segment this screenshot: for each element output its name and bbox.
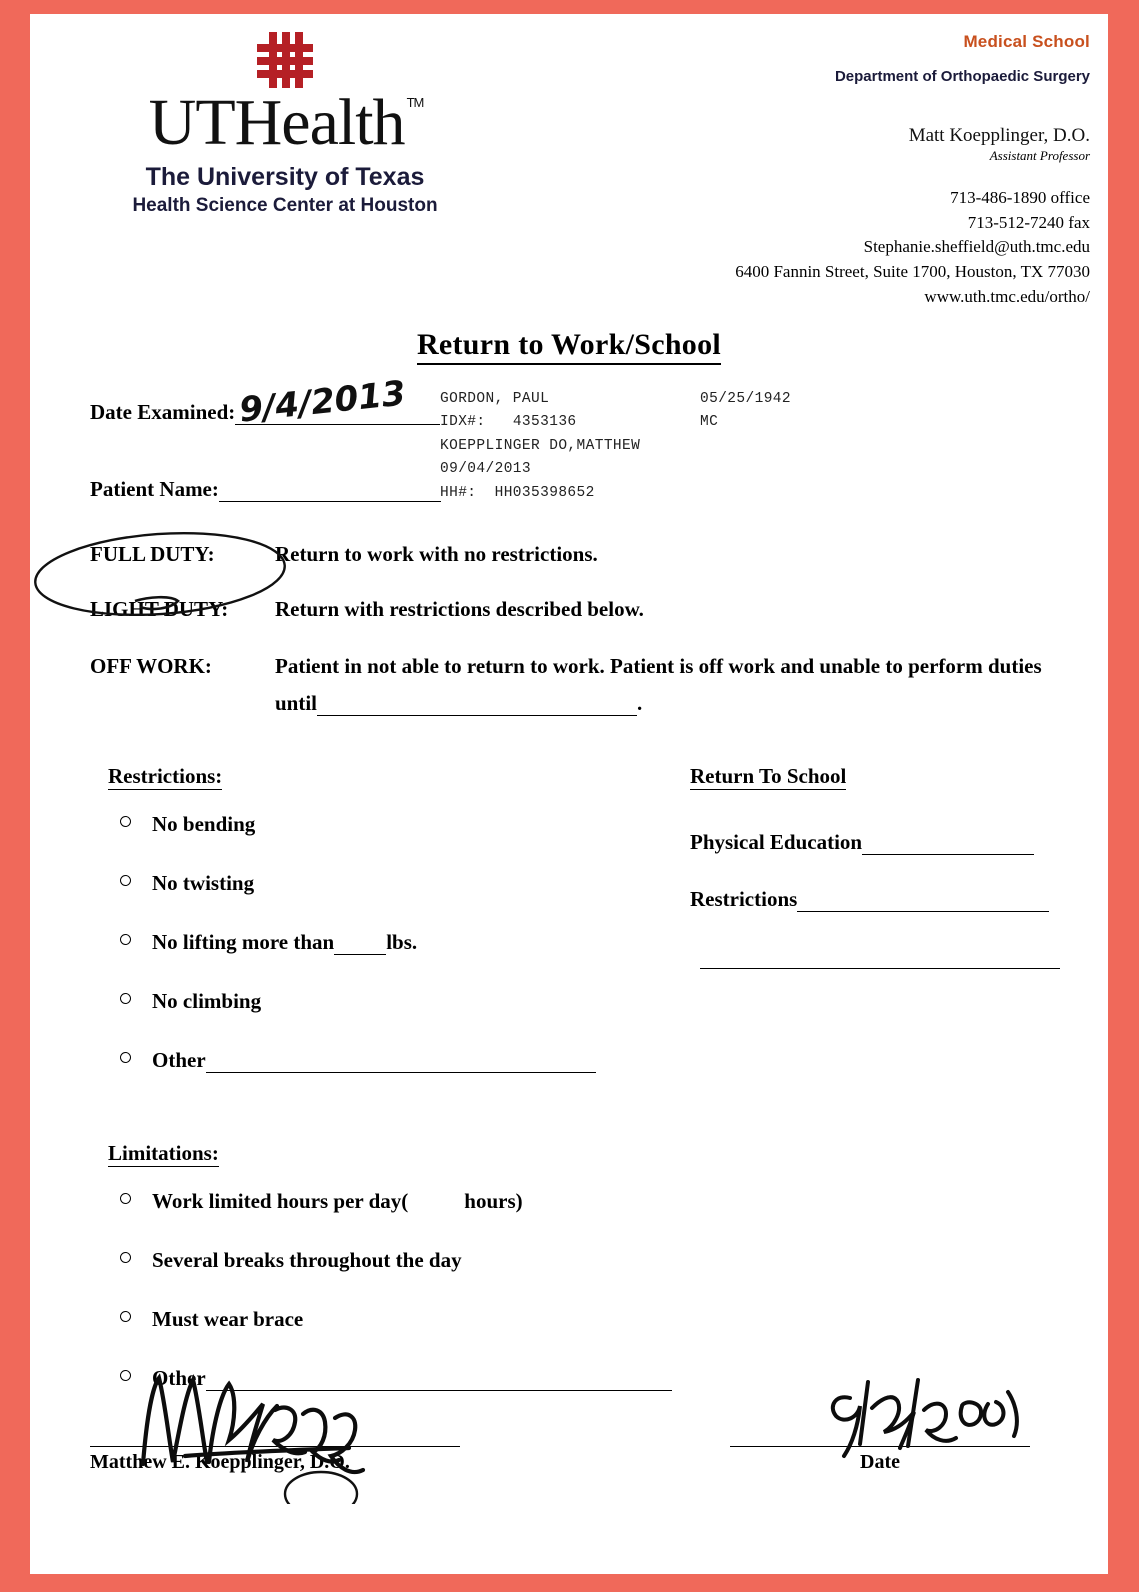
provider-signature-caption: Matthew E. Koepplinger, D.O.	[90, 1451, 350, 1473]
sticker-date: 09/04/2013	[440, 461, 532, 478]
provider-signature-block	[90, 1446, 460, 1474]
light-duty-text: Return with restrictions described below.	[275, 597, 644, 621]
date-examined-field[interactable]	[235, 373, 440, 431]
return-to-school-heading: Return To School	[690, 764, 847, 788]
sticker-provider: KOEPPLINGER DO,MATTHEW	[440, 437, 641, 454]
restrictions-list	[90, 812, 650, 1073]
bullet-circle-icon	[120, 1311, 131, 1322]
until-period: .	[637, 691, 643, 715]
logo-wordmark: UTHealth ™	[148, 86, 424, 159]
restriction-label: Other	[152, 1048, 206, 1072]
off-work-text: Patient in not able to return to work. Patient is off work and unable to perform duties	[275, 654, 1042, 678]
off-work-until-row	[275, 691, 1086, 716]
doctor-name: Matt Koepplinger, D.O.	[908, 125, 1090, 146]
bullet-circle-icon	[120, 1370, 131, 1381]
sticker-idx-label: IDX#:	[440, 414, 486, 431]
website-url: www.uth.tmc.edu/ortho/	[924, 286, 1090, 306]
light-duty-label: LIGHT DUTY:	[90, 597, 229, 621]
restrictions-heading: Restrictions:	[108, 764, 223, 788]
limitation-hours-suffix: hours)	[464, 1189, 523, 1213]
street-address: 6400 Fannin Street, Suite 1700, Houston, TX 77030	[735, 261, 1090, 281]
lifting-unit: lbs.	[386, 930, 418, 954]
restriction-label: No climbing	[152, 989, 262, 1013]
bullet-circle-icon	[120, 816, 131, 827]
page-title: Return to Work/School	[30, 328, 1108, 362]
form-body	[30, 373, 1108, 1390]
date-examined-handwriting: 9/4/2013	[237, 373, 408, 431]
return-to-school-column	[690, 764, 1108, 1001]
until-field[interactable]	[317, 715, 637, 716]
light-duty-row[interactable]	[90, 597, 1086, 622]
university-line-2: Health Science Center at Houston	[132, 195, 438, 216]
list-item[interactable]	[90, 930, 650, 955]
date-signature-block	[730, 1446, 1030, 1474]
bullet-circle-icon	[120, 934, 131, 945]
list-item[interactable]	[90, 989, 650, 1014]
sticker-dob: 05/25/1942	[700, 391, 792, 407]
patient-name-row	[90, 477, 1086, 502]
limitation-label: Other	[152, 1366, 206, 1390]
list-item[interactable]	[90, 871, 650, 896]
sticker-hh-value: HH035398652	[494, 484, 595, 501]
uthealth-logo-icon	[257, 32, 313, 88]
physical-education-label: Physical Education	[690, 830, 863, 854]
limitation-label: Several breaks throughout the day	[152, 1248, 462, 1272]
date-examined-label: Date Examined:	[90, 400, 236, 424]
school-extra-row	[690, 944, 1108, 969]
department-info	[570, 32, 1090, 309]
sticker-code: MC	[700, 414, 719, 431]
restrictions-other-field[interactable]	[206, 1072, 596, 1073]
bullet-circle-icon	[120, 1052, 131, 1063]
bullet-circle-icon	[120, 1193, 131, 1204]
restriction-label: No lifting more than	[152, 930, 335, 954]
medical-school-label: Medical School	[963, 32, 1090, 51]
letterhead	[30, 14, 1108, 324]
bullet-circle-icon	[120, 1252, 131, 1263]
bullet-circle-icon	[120, 875, 131, 886]
restrictions-column	[90, 764, 650, 1425]
patient-name-field[interactable]	[219, 501, 441, 502]
lifting-weight-field[interactable]	[334, 954, 386, 955]
school-restrictions-row	[690, 887, 1108, 912]
sticker-hh-label: HH#:	[440, 484, 477, 501]
university-line-1: The University of Texas	[145, 163, 425, 191]
trademark-symbol: TM	[406, 95, 424, 110]
limitations-heading: Limitations:	[108, 1141, 219, 1165]
restriction-label: No twisting	[152, 871, 255, 895]
list-item[interactable]	[90, 1189, 650, 1214]
school-extra-field[interactable]	[700, 968, 1060, 969]
restrictions-and-school	[90, 764, 1086, 1390]
full-duty-row[interactable]	[90, 542, 1086, 567]
full-duty-label: FULL DUTY:	[90, 542, 215, 566]
uthealth-logo	[85, 32, 485, 217]
patient-name-label: Patient Name:	[90, 477, 219, 501]
sticker-patient-name: GORDON, PAUL	[440, 391, 550, 407]
physical-education-field[interactable]	[862, 854, 1034, 855]
list-item[interactable]	[90, 1307, 650, 1332]
sticker-idx-value: 4353136	[512, 414, 577, 431]
phone-office: 713-486-1890 office	[950, 188, 1090, 207]
until-label: until	[275, 691, 318, 715]
limitations-list	[90, 1189, 650, 1391]
off-work-label: OFF WORK:	[90, 654, 212, 678]
list-item[interactable]	[90, 1248, 650, 1273]
document-page	[30, 14, 1108, 1574]
limitation-label: Work limited hours per day(	[152, 1189, 409, 1213]
bullet-circle-icon	[120, 993, 131, 1004]
doctor-title: Assistant Professor	[989, 148, 1090, 163]
limitation-label: Must wear brace	[152, 1307, 304, 1331]
list-item[interactable]	[90, 812, 650, 837]
email-address: Stephanie.sheffield@uth.tmc.edu	[863, 237, 1090, 257]
signature-area	[30, 1388, 1108, 1528]
provider-signature-line[interactable]	[90, 1446, 460, 1447]
off-work-row[interactable]	[90, 654, 1086, 716]
list-item[interactable]	[90, 1048, 650, 1073]
contact-block	[570, 186, 1090, 309]
full-duty-text: Return to work with no restrictions.	[275, 542, 598, 566]
physical-education-row	[690, 830, 1108, 855]
date-signature-line[interactable]	[730, 1446, 1030, 1447]
school-restrictions-label: Restrictions	[690, 887, 798, 911]
phone-fax: 713-512-7240 fax	[967, 212, 1090, 232]
department-label: Department of Orthopaedic Surgery	[834, 68, 1090, 85]
school-restrictions-field[interactable]	[797, 911, 1049, 912]
date-caption: Date	[860, 1451, 900, 1473]
restriction-label: No bending	[152, 812, 256, 836]
